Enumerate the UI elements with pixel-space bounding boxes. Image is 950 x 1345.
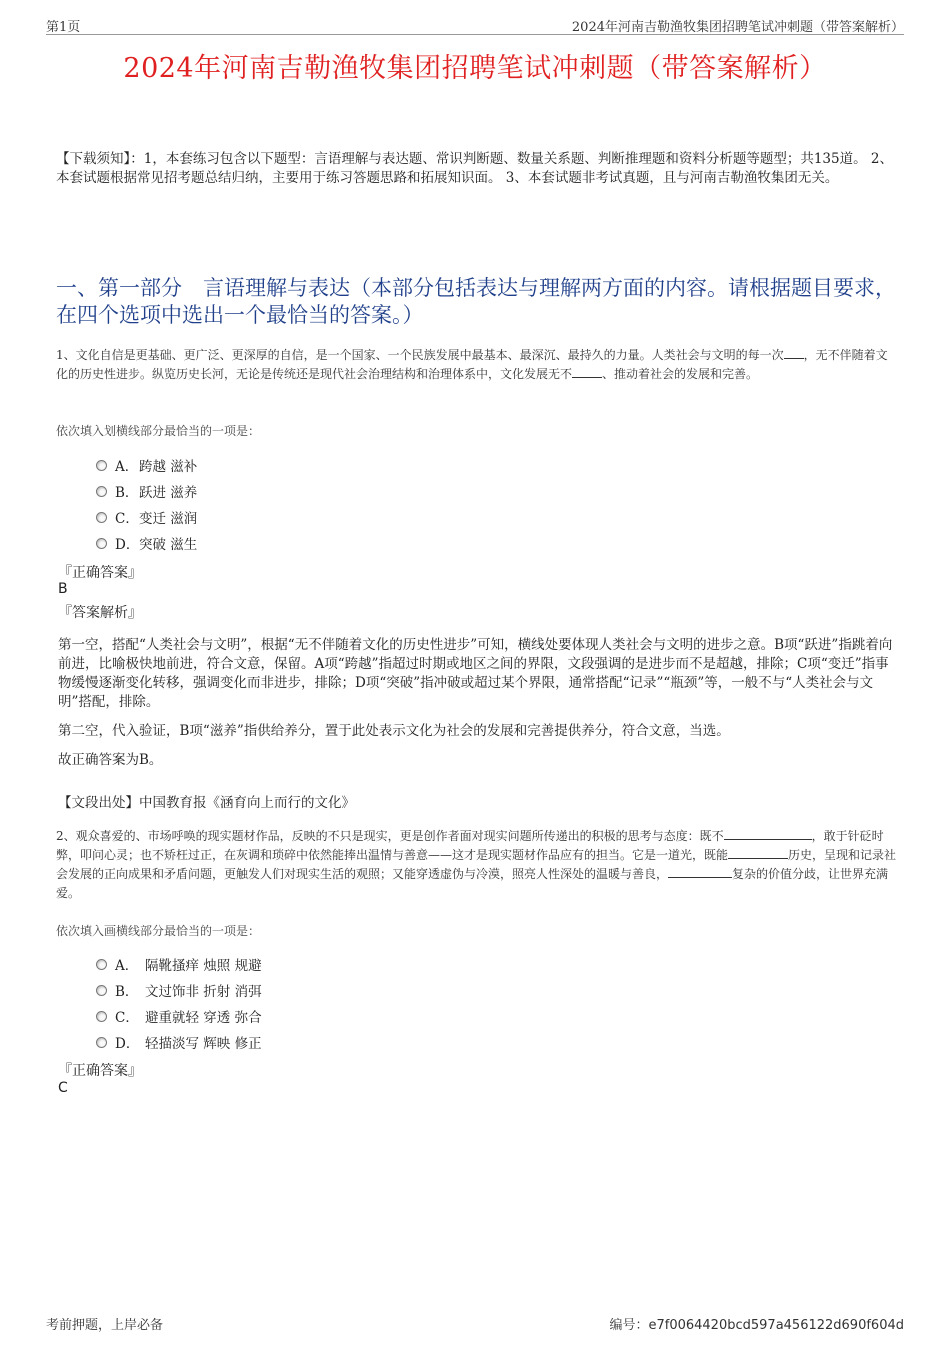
document-title: 2024年河南吉勒渔牧集团招聘笔试冲刺题（带答案解析） — [123, 53, 827, 84]
footer-slogan: 考前押题，上岸必备 — [46, 1318, 164, 1333]
analysis-paragraph: 第二空，代入验证，B项“滋养”指供给养分，置于此处表示文化为社会的发展和完善提供养分，符合文意，当选。 — [58, 723, 730, 739]
question-2-blank-3 — [668, 865, 732, 878]
page-number: 第1页 — [46, 20, 81, 35]
question-2-text-part-b: ，敢于针砭时弊，叩问心灵；也不矫枉过正，在灰调和琐碎中依然能捧出温情与善意——这才是现实题材作品应有的担当。它是一道光，既能 — [56, 829, 884, 862]
question-1-source: 【文段出处】中国教育报《涵育向上而行的文化》 — [58, 795, 355, 811]
question-1-text-part-b: ，无不伴随着文化的历史性进步。纵览历史长河，无论是传统还是现代社会治理结构和治理体系中，文化发展无不 — [56, 348, 888, 381]
question-1-blank-1 — [784, 346, 804, 359]
question-2-answer: C — [58, 1080, 68, 1096]
question-1-answer-label: 『正确答案』 — [58, 565, 142, 581]
option-text: 变迁 滋润 — [139, 511, 198, 527]
question-2-option-b[interactable] — [96, 977, 262, 1003]
footer-serial-label: 编号： — [609, 1318, 649, 1333]
question-1-option-d[interactable] — [96, 530, 197, 556]
question-1-blank-2 — [572, 365, 602, 378]
radio-icon[interactable] — [96, 460, 107, 471]
option-letter: B． — [115, 485, 139, 501]
page-header — [46, 14, 904, 35]
question-2-prompt: 依次填入画横线部分最恰当的一项是： — [56, 924, 261, 938]
option-letter: A． — [115, 459, 139, 475]
option-text: 避重就轻 穿透 弥合 — [145, 1010, 262, 1026]
option-text: 隔靴搔痒 烛照 规避 — [145, 958, 262, 974]
option-letter: D． — [115, 1036, 140, 1052]
question-1-analysis — [58, 636, 900, 780]
radio-icon[interactable] — [96, 538, 107, 549]
question-1-analysis-label: 『答案解析』 — [58, 605, 142, 621]
option-text: 跃进 滋养 — [139, 485, 198, 501]
radio-icon[interactable] — [96, 1011, 107, 1022]
radio-icon[interactable] — [96, 985, 107, 996]
section-heading: 一、第一部分 言语理解与表达（本部分包括表达与理解两方面的内容。请根据题目要求，在四个选项中选出一个最恰当的答案。） — [56, 276, 896, 327]
download-notice: 【下载须知】：1，本套练习包含以下题型：言语理解与表达题、常识判断题、数量关系题、判断推理题和资料分析题等题型；共135道。 2、本套试题根据常见招考题总结归纳，主要用于练习答题思路和拓展知识面。 3、本套试题非考试真题，且与河南吉勒渔牧集团无关。 — [56, 151, 893, 186]
question-2-text-part-a: 2、观众喜爱的、市场呼唤的现实题材作品，反映的不只是现实，更是创作者面对现实问题所传递出的积极的思考与态度：既不 — [56, 829, 724, 843]
question-2-option-d[interactable] — [96, 1029, 262, 1055]
question-2-options — [96, 951, 262, 1055]
footer-serial — [609, 1314, 904, 1333]
question-2-blank-2 — [728, 846, 788, 859]
question-2-text-part-d: 复杂的价值分歧，让世界充满爱。 — [56, 867, 889, 900]
question-2-option-c[interactable] — [96, 1003, 262, 1029]
radio-icon[interactable] — [96, 486, 107, 497]
header-doc-title: 2024年河南吉勒渔牧集团招聘笔试冲刺题（带答案解析） — [571, 20, 904, 35]
question-2-answer-label: 『正确答案』 — [58, 1063, 142, 1079]
radio-icon[interactable] — [96, 1037, 107, 1048]
question-1-prompt: 依次填入划横线部分最恰当的一项是： — [56, 424, 261, 438]
option-letter: C． — [115, 511, 139, 527]
question-1-option-c[interactable] — [96, 504, 197, 530]
option-letter: B． — [115, 984, 139, 1000]
option-text: 文过饰非 折射 消弭 — [145, 984, 262, 1000]
option-letter: A． — [115, 958, 139, 974]
question-1-text-part-a: 1、文化自信是更基础、更广泛、更深厚的自信，是一个国家、一个民族发展中最基本、最深沉、最持久的力量。人类社会与文明的每一次 — [56, 348, 784, 362]
question-1-options — [96, 452, 197, 556]
question-1-text-part-c: 、推动着社会的发展和完善。 — [602, 367, 759, 381]
option-text: 轻描淡写 辉映 修正 — [145, 1036, 262, 1052]
question-1-text — [56, 346, 898, 384]
radio-icon[interactable] — [96, 959, 107, 970]
analysis-paragraph: 故正确答案为B。 — [58, 752, 163, 768]
radio-icon[interactable] — [96, 512, 107, 523]
question-2-text-part-c: 历史，呈现和记录社会发展的正向成果和矛盾问题，更触发人们对现实生活的观照；又能穿透虚伪与冷漠，照亮人性深处的温暖与善良， — [56, 848, 897, 881]
question-1-answer: B — [58, 581, 68, 597]
question-2-blank-1 — [724, 827, 812, 840]
question-1-option-b[interactable] — [96, 478, 197, 504]
question-2-text — [56, 827, 898, 903]
question-1-option-a[interactable] — [96, 452, 197, 478]
question-2-option-a[interactable] — [96, 951, 262, 977]
option-letter: D． — [115, 537, 140, 553]
option-text: 跨越 滋补 — [139, 459, 198, 475]
analysis-paragraph: 第一空，搭配“人类社会与文明”，根据“无不伴随着文化的历史性进步”可知，横线处要体现人类社会与文明的进步之意。B项“跃进”指跳着向前进，比喻极快地前进，符合文意，保留。A项“跨越”指超过时期或地区之间的界限，文段强调的是进步而不是超越，排除；C项“变迁”指事物缓慢逐渐变化转移，强调变化而非进步，排除；D项“突破”指冲破或超过某个界限，通常搭配“记录”“瓶颈”等，一般不与“人类社会与文明”搭配，排除。 — [58, 637, 893, 710]
footer-serial-code: e7f0064420bcd597a456122d690f604d — [648, 1318, 904, 1333]
option-letter: C． — [115, 1010, 139, 1026]
option-text: 突破 滋生 — [139, 537, 198, 553]
